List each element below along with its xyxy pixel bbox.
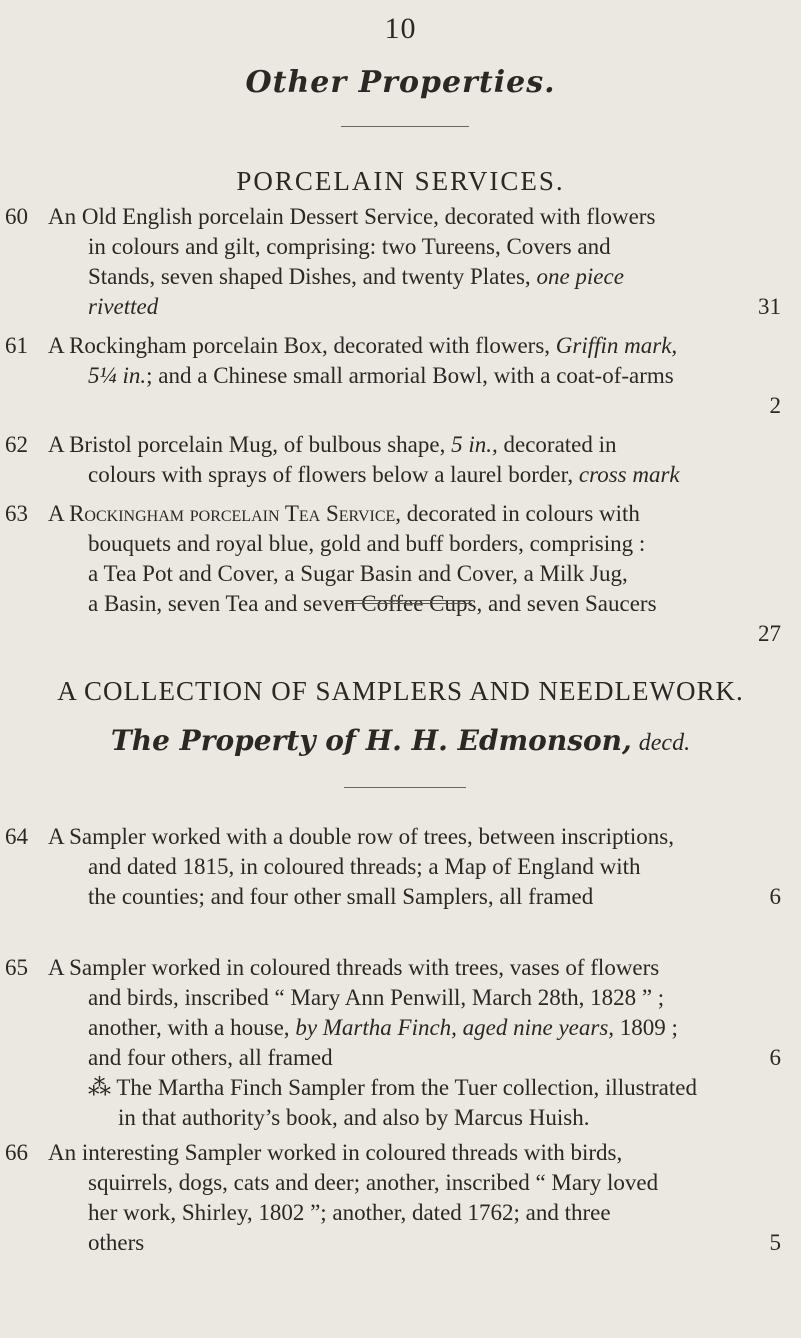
lot-number: 62 — [5, 432, 28, 457]
lot-price: 5 — [769, 1230, 781, 1255]
lot-text: a Tea Pot and Cover, a Sugar Basin and Cover, a Milk Jug, — [88, 561, 628, 586]
lot-text: squirrels, dogs, cats and deer; another, inscribed “ Mary loved — [88, 1170, 659, 1195]
lot-66 — [0, 1138, 801, 1258]
asterism-mark: ⁂ — [88, 1075, 111, 1100]
lot-text: A Bristol porcelain Mug, of bulbous shape, 5 in., decorated in — [48, 432, 617, 457]
lot-price: 31 — [758, 294, 781, 319]
lot-text: An interesting Sampler worked in coloured threads with birds, — [48, 1140, 623, 1165]
lot-last-line: and four others, all framed 6 — [0, 1043, 801, 1073]
lot-text: A Sampler worked with a double row of trees, between inscriptions, — [48, 824, 674, 849]
lot-price: 6 — [769, 884, 781, 909]
page-number: 10 — [384, 12, 417, 45]
note-line: in that authority’s book, and also by Marcus Huish. — [118, 1105, 590, 1130]
section-title: Other Properties. — [245, 65, 556, 100]
lot-text: a Basin, seven Tea and seven Coffee Cups, and seven Saucers — [88, 591, 657, 616]
lot-62 — [0, 430, 801, 490]
lot-63 — [0, 499, 801, 649]
lot-65 — [0, 953, 801, 1133]
divider — [341, 126, 469, 127]
lot-price: 27 — [758, 621, 781, 646]
lot-text: colours with sprays of flowers below a laurel border, cross mark — [88, 462, 680, 487]
lot-64 — [0, 822, 801, 912]
lot-price: 6 — [769, 1045, 781, 1070]
lot-text: A Rockingham porcelain Box, decorated with flowers, Griffin mark, — [48, 333, 678, 358]
lot-last-line: the counties; and four other small Samplers, all framed 6 — [0, 882, 801, 912]
lot-last-line: rivetted 31 — [0, 292, 801, 322]
lot-text: A Rockingham porcelain Tea Service, decorated in colours with — [48, 501, 640, 526]
lot-number: 60 — [5, 204, 28, 229]
lot-text: An Old English porcelain Dessert Service, decorated with flowers — [48, 204, 656, 229]
lot-61 — [0, 331, 801, 421]
samplers-heading: A COLLECTION OF SAMPLERS AND NEEDLEWORK. — [57, 676, 744, 706]
lot-text: Stands, seven shaped Dishes, and twenty Plates, one piece — [88, 264, 624, 289]
lot-text: A Sampler worked in coloured threads with trees, vases of flowers — [48, 955, 660, 980]
owner-line: The Property of H. H. Edmonson, decd. — [110, 724, 691, 757]
note-line: ⁂ The Martha Finch Sampler from the Tuer collection, illustrated — [88, 1075, 697, 1100]
lot-number: 61 — [5, 333, 28, 358]
lot-number: 66 — [5, 1140, 28, 1165]
lot-number: 63 — [5, 501, 28, 526]
divider — [344, 787, 466, 788]
lot-60 — [0, 202, 801, 322]
lot-price: 2 — [769, 393, 781, 418]
lot-text: and dated 1815, in coloured threads; a Map of England with — [88, 854, 641, 879]
lot-text: another, with a house, by Martha Finch, aged nine years, 1809 ; — [88, 1015, 678, 1040]
lot-text: her work, Shirley, 1802 ”; another, dated 1762; and three — [88, 1200, 611, 1225]
porcelain-heading: PORCELAIN SERVICES. — [236, 166, 565, 196]
lot-text: 5¼ in.; and a Chinese small armorial Bowl, with a coat-of-arms — [88, 363, 674, 388]
lot-number: 65 — [5, 955, 28, 980]
lot-text: in colours and gilt, comprising: two Tureens, Covers and — [88, 234, 611, 259]
lot-text: bouquets and royal blue, gold and buff borders, comprising : — [88, 531, 646, 556]
lot-text: and birds, inscribed “ Mary Ann Penwill, March 28th, 1828 ” ; — [88, 985, 665, 1010]
lot-last-line: others 5 — [0, 1228, 801, 1258]
lot-number: 64 — [5, 824, 28, 849]
double-divider — [346, 600, 472, 604]
